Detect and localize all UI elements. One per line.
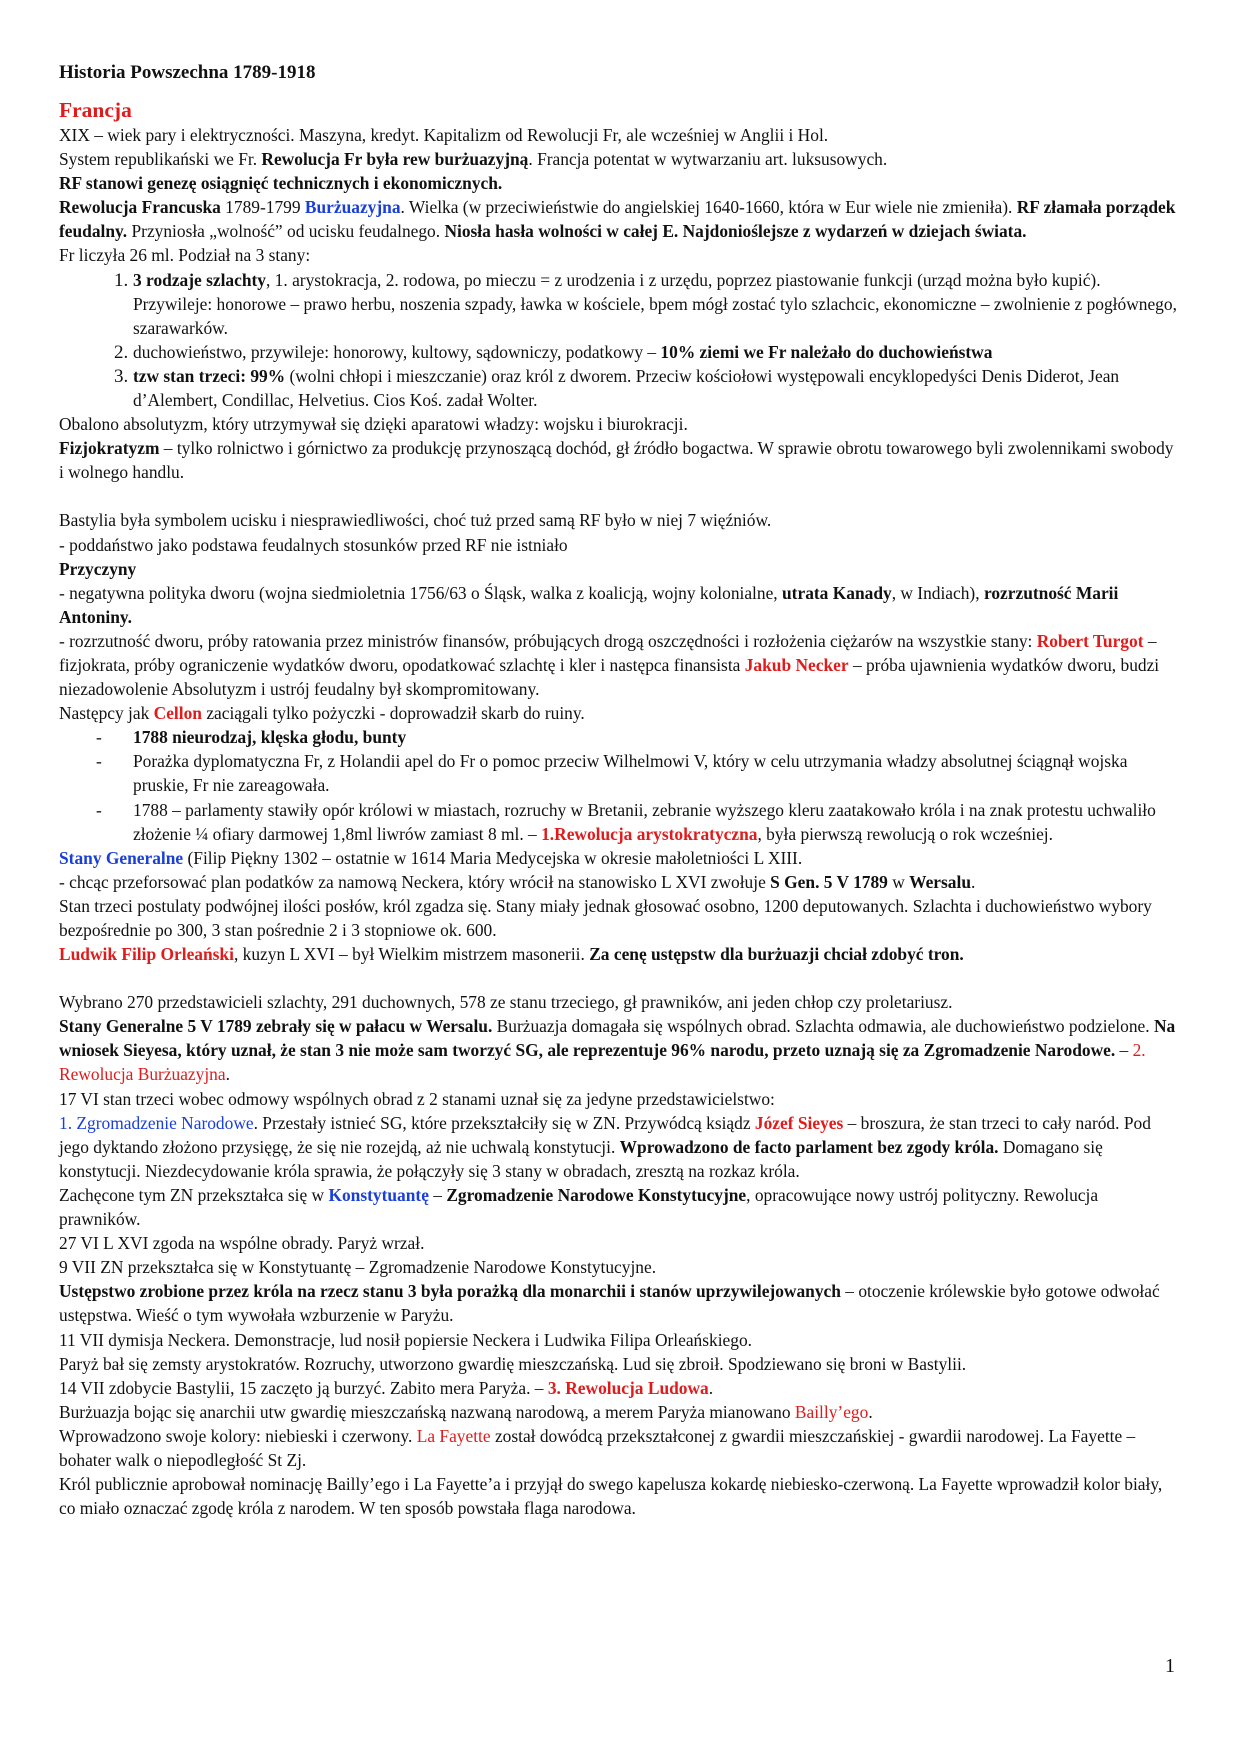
text: Paryż bał się zemsty arystokratów. Rozruchy, utworzono gwardię mieszczańską. Lud się zbroił. Spodziewano się broni w Bastylii.: [59, 1353, 967, 1374]
bold-text: RF stanowi genezę osiągnięć technicznych i ekonomicznych.: [59, 173, 503, 194]
paragraph: [59, 1014, 1181, 1086]
text: .: [225, 1064, 230, 1085]
highlight-red: Robert Turgot: [1036, 630, 1144, 651]
text: XIX – wiek pary i elektryczności. Maszyna, kredyt. Kapitalizm od Rewolucji Fr, ale wcześniej w Anglii i Hol.: [59, 125, 829, 145]
text: Stan trzeci postulaty podwójnej ilości posłów, król zgadza się. Stany miały jednak głosować osobno, 1200 deputowanych. Szlachta i duchowieństwo wybory bezpośrednie po 300, 3 stan pośrednie 2 i 3 stopniowe ok. 600.: [59, 895, 1152, 940]
paragraph: [59, 870, 1181, 894]
text: 17 VI stan trzeci wobec odmowy wspólnych obrad z 2 stanami uznał się za jedyne przedstawicielstwo:: [59, 1088, 775, 1109]
text: Burżuazja domagała się wspólnych obrad. Szlachta odmawia, ale duchowieństwo podzielone.: [492, 1016, 1154, 1037]
paragraph: [59, 1472, 1181, 1520]
bold-text: Niosła hasła wolności w całej E. Najdonioślejsze z wydarzeń w dziejach świata.: [444, 221, 1027, 242]
paragraph: [59, 1328, 1181, 1352]
text: . Wielka (w przeciwieństwie do angielskiej 1640-1660, która w Eur wiele nie zmieniła).: [400, 197, 1017, 218]
paragraph: [59, 581, 1181, 629]
paragraph: [59, 123, 1181, 147]
paragraph: [59, 1376, 1181, 1400]
highlight-red: 3. Rewolucja Ludowa: [547, 1377, 709, 1398]
section-heading: Francja: [59, 98, 132, 122]
text: Bastylia była symbolem ucisku i niesprawiedliwości, choć tuż przed samą RF było w niej 7 więźniów.: [59, 510, 772, 531]
paragraph: [59, 942, 1181, 966]
highlight-red: Cellon: [153, 703, 202, 724]
bold-text: Przyczyny: [59, 558, 137, 579]
bold-text: 1788 nieurodzaj, klęska głodu, bunty: [133, 727, 407, 748]
text: System republikański we Fr.: [59, 149, 262, 170]
text: – otoczenie królewskie było gotowe odwołać ustępstwa. Wieść o tym wywołała wzburzenie w Paryżu.: [59, 1281, 1160, 1326]
list-item: [96, 749, 1181, 797]
spacer: [59, 966, 1181, 990]
dash-bullet: -: [96, 751, 102, 772]
paragraph: [59, 412, 1181, 436]
bold-text: Fizjokratyzm: [59, 438, 160, 459]
text: –: [1115, 1040, 1133, 1061]
bold-text: RF złamała porządek feudalny.: [59, 197, 1176, 242]
text: - negatywna polityka dworu (wojna siedmioletnia 1756/63 o Śląsk, walka z koalicją, wojny kolonialne,: [59, 582, 783, 603]
subheading: [59, 557, 1181, 581]
paragraph: [59, 894, 1181, 942]
text: Fr liczyła 26 ml. Podział na 3 stany:: [59, 245, 311, 266]
bold-text: Wprowadzono de facto parlament bez zgody króla.: [619, 1136, 999, 1157]
text: .: [971, 871, 976, 892]
list-item: [96, 725, 1181, 749]
highlight-red: Jakub Necker: [744, 654, 849, 675]
text: duchowieństwo, przywileje: honorowy, kultowy, sądowniczy, podatkowy –: [133, 341, 661, 362]
highlight-blue: Konstytuantę: [328, 1184, 429, 1205]
paragraph: [59, 1424, 1181, 1472]
text: Wprowadzono swoje kolory: niebieski i czerwony.: [59, 1425, 417, 1446]
bold-text: utrata Kanady: [782, 582, 892, 603]
paragraph: [59, 243, 1181, 267]
highlight-red: Ludwik Filip Orleański: [59, 944, 234, 965]
list-item: [133, 340, 1181, 364]
text: .: [868, 1401, 873, 1422]
paragraph: [59, 1352, 1181, 1376]
text: 1789-1799: [220, 197, 305, 218]
paragraph: [59, 1087, 1181, 1111]
text: – tylko rolnictwo i górnictwo za produkcję przynoszącą dochód, gł źródło bogactwa. W sprawie obrotu towarowego byli zwolennikami swobody i wolnego handlu.: [59, 438, 1174, 483]
page-number: 1: [1165, 1655, 1175, 1677]
paragraph: [59, 508, 1181, 532]
paragraph: [59, 1183, 1181, 1231]
paragraph: [59, 436, 1181, 484]
paragraph: [59, 701, 1181, 725]
text: , opracowujące nowy ustrój polityczny. Rewolucja prawników.: [59, 1184, 1099, 1230]
paragraph: [59, 195, 1181, 243]
paragraph: [59, 629, 1181, 701]
text: 11 VII dymisja Neckera. Demonstracje, lud nosił popiersie Neckera i Ludwika Filipa Orleańskiego.: [59, 1329, 753, 1350]
text: – próba ujawnienia wydatków dworu, budzi niezadowolenie Absolutyzm i ustrój feudalny był skompromitowany.: [59, 654, 1160, 700]
paragraph: [59, 533, 1181, 557]
text: –: [428, 1184, 447, 1205]
text: Zachęcone tym ZN przekształca się w: [59, 1184, 329, 1205]
paragraph: [59, 1231, 1181, 1255]
text: Król publicznie aprobował nominację Bailly’ego i La Fayette’a i przyjął do swego kapelusza kokardę niebiesko-czerwoną. La Fayette wprowadził kolor biały, co miało oznaczać zgodę króla z narodem. W ten sposób powstała flaga narodowa.: [59, 1474, 1163, 1519]
text: , 1. arystokracja, 2. rodowa, po mieczu = z urodzenia i z urzędu, poprzez piastowanie funkcji (urząd można było kupić). Przywileje: honorowe – prawo herbu, noszenia szpady, ławka w kościele, bpem mógł zostać tylo szlachcic, ekonomiczne – zwolnienie z pogłównego, szarawarków.: [133, 269, 1177, 338]
text: - poddaństwo jako podstawa feudalnych stosunków przed RF nie istniało: [59, 534, 568, 555]
causes-list: [59, 725, 1181, 845]
text: – fizjokrata, próby ograniczenie wydatków dworu, opodatkować szlachtę i kler i następca finansista: [59, 630, 1157, 675]
text: - rozrzutność dworu, próby ratowania przez ministrów finansów, próbujących drogą oszczędności i rozłożenia ciężarów na wszystkie stany:: [59, 630, 1037, 651]
bold-text: Na wniosek Sieyesa, który uznał, że stan 3 nie może sam tworzyć SG, ale reprezentuje 96% narodu, przeto uznają się za Zgromadzenie Narodowe.: [59, 1016, 1176, 1061]
highlight-blue: Stany Generalne: [59, 847, 184, 868]
paragraph: [59, 171, 1181, 195]
bold-text: 3 rodzaje szlachty: [133, 269, 266, 290]
bold-text: Wersalu: [909, 871, 971, 892]
bold-text: S Gen. 5 V 1789: [770, 871, 888, 892]
list-item: [133, 268, 1181, 340]
bold-text: Za cenę ustępstw dla burżuazji chciał zdobyć tron.: [589, 944, 964, 965]
text: . Przestały istnieć SG, które przekształciły się w ZN. Przywódcą ksiądz: [253, 1112, 755, 1133]
bold-text: Stany Generalne 5 V 1789 zebrały się w pałacu w Wersalu.: [59, 1016, 493, 1037]
paragraph: [59, 147, 1181, 171]
bold-text: Zgromadzenie Narodowe Konstytucyjne: [446, 1184, 747, 1205]
document-body: [59, 60, 1181, 1520]
dash-bullet: -: [96, 799, 102, 820]
paragraph: [59, 1400, 1181, 1424]
text: .: [708, 1377, 714, 1398]
text: , była pierwszą rewolucją o rok wcześniej.: [757, 823, 1053, 844]
highlight-red: 1.Rewolucja arystokratyczna: [541, 823, 758, 844]
text: zaciągali tylko pożyczki - doprowadził skarb do ruiny.: [201, 703, 585, 724]
text: 27 VI L XVI zgoda na wspólne obrady. Paryż wrzał.: [59, 1233, 425, 1254]
text: , w Indiach),: [891, 582, 984, 603]
text: 9 VII ZN przekształca się w Konstytuantę – Zgromadzenie Narodowe Konstytucyjne.: [59, 1257, 657, 1278]
bold-text: Rewolucja Francuska: [59, 197, 221, 218]
document-title: Historia Powszechna 1789-1918: [59, 62, 316, 83]
paragraph: [59, 1279, 1181, 1327]
text: Wybrano 270 przedstawicieli szlachty, 291 duchownych, 578 ze stanu trzeciego, gł prawników, ani jeden chłop czy proletariusz.: [59, 992, 953, 1013]
text: – broszura, że stan trzeci to cały naród. Pod jego dyktando złożono przysięgę, że się nie rozejdą, aż nie uchwalą konstytucji.: [59, 1112, 1151, 1157]
text: 1788 – parlamenty stawiły opór królowi w miastach, rozruchy w Bretanii, zebranie wyższego kleru zaatakowało króla i na znak protestu uchwaliło złożenie ¼ ofiary darmowej 1,8ml liwrów zamiast 8 ml. –: [133, 799, 1156, 844]
highlight-red: Józef Sieyes: [754, 1112, 844, 1133]
highlight-blue: Burżuazyjna: [304, 197, 401, 218]
bold-text: rozrzutność Marii Antoniny.: [59, 582, 1119, 627]
spacer: [59, 484, 1181, 508]
text: - chcąc przeforsować plan podatków za namową Neckera, który wrócił na stanowisko L XVI zwołuje: [59, 871, 771, 892]
text: Przyniosła „wolność” od ucisku feudalnego.: [127, 221, 445, 242]
text: (wolni chłopi i mieszczanie) oraz król z dworem. Przeciw kościołowi występowali encyklopedyści Denis Diderot, Jean d’Alembert, Condillac, Helvetius. Cios Koś. zadał Wolter.: [133, 365, 1120, 411]
text: 14 VII zdobycie Bastylii, 15 zaczęto ją burzyć. Zabito mera Paryża. –: [59, 1377, 548, 1398]
paragraph: [59, 990, 1181, 1014]
text: Domagano się konstytucji. Niezdecydowanie króla sprawia, że połączyły się 3 stany w obradach, zresztą na rozkaz króla.: [59, 1136, 1103, 1181]
paragraph: [59, 846, 1181, 870]
text: Następcy jak: [59, 703, 154, 724]
text: Obalono absolutyzm, który utrzymywał się dzięki aparatowi władzy: wojsku i biurokracji.: [59, 414, 688, 435]
text: . Francja potentat w wytwarzaniu art. luksusowych.: [528, 149, 888, 170]
bold-text: tzw stan trzeci: 99%: [133, 365, 286, 386]
estates-list: [59, 268, 1181, 413]
highlight-red: 2. Rewolucja Burżuazyjna: [59, 1040, 1146, 1085]
text: został dowódcą przekształconej z gwardii mieszczańskiej - gwardii narodowej. La Fayette – bohater walk o niepodległość St Zj.: [59, 1425, 1136, 1470]
text: Burżuazja bojąc się anarchii utw gwardię mieszczańską nazwaną narodową, a merem Paryża mianowano: [59, 1401, 795, 1422]
bold-text: Rewolucja Fr była rew burżuazyjną: [261, 149, 529, 170]
list-item: [133, 364, 1181, 412]
paragraph: [59, 1111, 1181, 1183]
bold-text: Ustępstwo zrobione przez króla na rzecz stanu 3 była porażką dla monarchii i stanów uprzywilejowanych: [59, 1281, 841, 1302]
text: Porażka dyplomatyczna Fr, z Holandii apel do Fr o pomoc przeciw Wilhelmowi V, który w celu utrzymania władzy absolutnej ściągnął wojska pruskie, Fr nie zareagowała.: [133, 751, 1128, 796]
text: (Filip Piękny 1302 – ostatnie w 1614 Maria Medycejska w okresie małoletniości L XIII.: [183, 847, 803, 868]
highlight-blue: 1. Zgromadzenie Narodowe: [59, 1112, 254, 1133]
dash-bullet: -: [96, 727, 102, 748]
bold-text: 10% ziemi we Fr należało do duchowieństwa: [660, 341, 993, 362]
highlight-red: La Fayette: [416, 1425, 491, 1446]
paragraph: [59, 1255, 1181, 1279]
list-item: [96, 798, 1181, 846]
text: w: [887, 871, 910, 892]
highlight-red: Bailly’ego: [794, 1401, 869, 1422]
text: , kuzyn L XVI – był Wielkim mistrzem masonerii.: [233, 944, 590, 965]
